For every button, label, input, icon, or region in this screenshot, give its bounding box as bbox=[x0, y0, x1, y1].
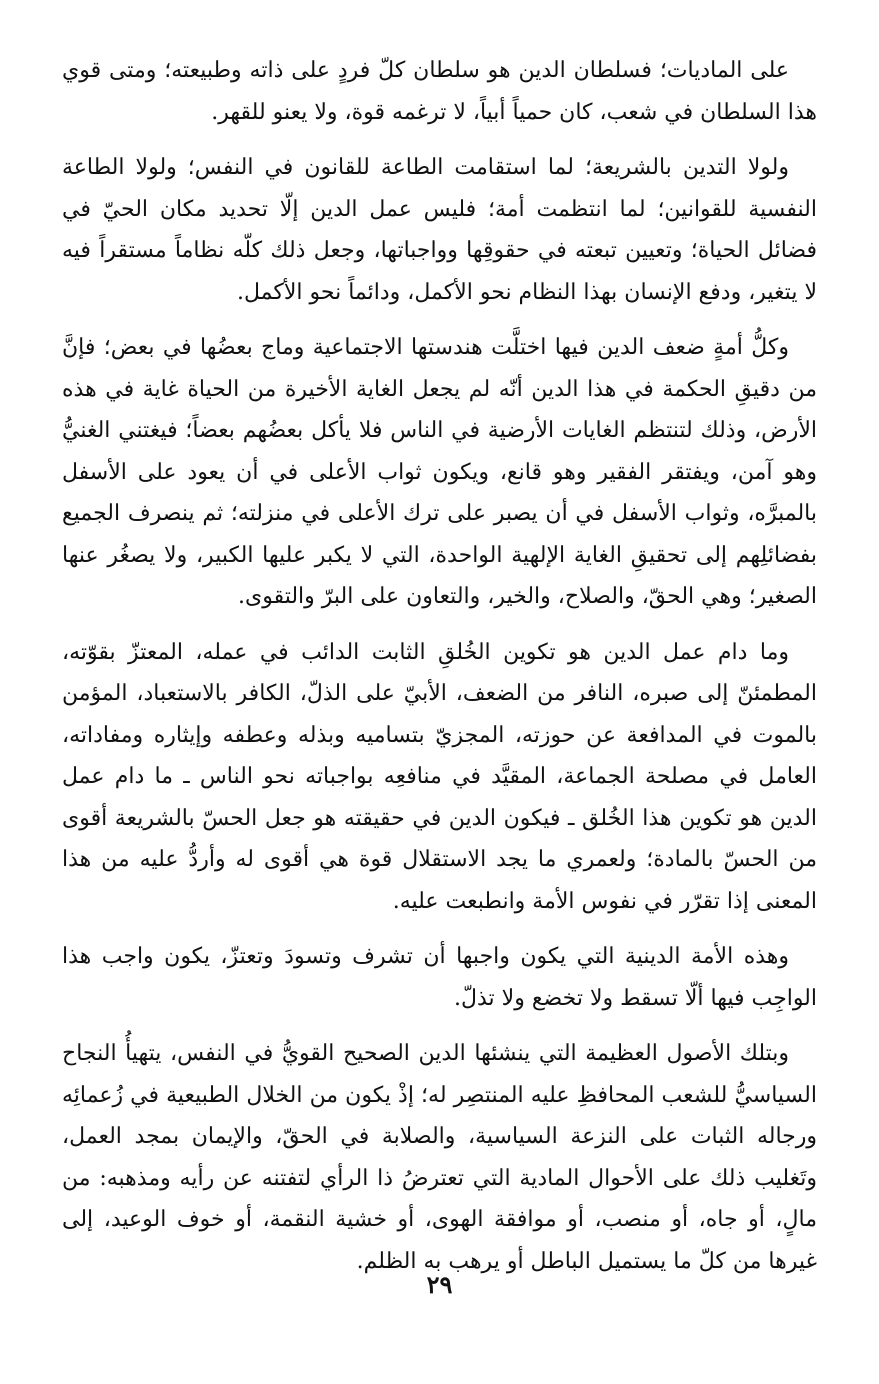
page-number: ٢٩ bbox=[426, 1270, 453, 1299]
paragraph: وبتلك الأصول العظيمة التي ينشئها الدين الصحيح القويُّ في النفس، يتهيأُ النجاح السياسيُّ للشعب المحافظِ عليه المنتصِر له؛ إذْ يكون من الخلال الطبيعية في زُعمائِه ورجاله الثبات على النزعة السياسية، والصلابة في الحقّ، والإيمان بمجد العمل، وتَغليب ذلك على الأحوال المادية التي تعترضُ ذا الرأي لتفتنه عن رأيه ومذهبه: من مالٍ، أو جاه، أو منصب، أو موافقة الهوى، أو خشية النقمة، أو خوف الوعيد، إلى غيرها من كلّ ما يستميل الباطل أو يرهب به الظلم. bbox=[62, 1041, 817, 1274]
paragraph: وكلُّ أمةٍ ضعف الدين فيها اختلَّت هندستها الاجتماعية وماج بعضُها في بعض؛ فإنَّ من دقيقِ الحكمة في هذا الدين أنّه لم يجعل الغاية الأخيرة من الحياة غاية في هذه الأرض، وذلك لتنتظم الغايات الأرضية في الناس فلا يأكل بعضُهم بعضاً؛ فيغتني الغنيُّ وهو آمن، ويفتقر الفقير وهو قانع، ويكون ثواب الأعلى في أن يعود على الأسفل بالمبرَّه، وثواب الأسفل في أن يصبر على ترك الأعلى في منزلته؛ ثم ينصرف الجميع بفضائلِهم إلى تحقيقِ الغاية الإلهية الواحدة، التي لا يكبر عليها الكبير، ولا يصغُر عنها الصغير؛ وهي الحقّ، والصلاح، والخير، والتعاون على البرّ والتقوى. bbox=[62, 335, 817, 609]
paragraph: على الماديات؛ فسلطان الدين هو سلطان كلّ فردٍ على ذاته وطبيعته؛ ومتى قوي هذا السلطان في شعب، كان حمياً أبياً، لا ترغمه قوة، ولا يعنو للقهر. bbox=[62, 58, 817, 125]
paragraph: وهذه الأمة الدينية التي يكون واجبها أن تشرف وتسودَ وتعتزّ، يكون واجب هذا الواجِب فيها ألّا تسقط ولا تخضع ولا تذلّ. bbox=[62, 944, 817, 1011]
paragraph: وما دام عمل الدين هو تكوين الخُلقِ الثابت الدائب في عمله، المعتزّ بقوّته، المطمئنّ إلى صبره، النافر من الضعف، الأبيّ على الذلّ، الكافر بالاستعباد، المؤمن بالموت في المدافعة عن حوزته، المجزيّ بتساميه وبذله وعطفه وإيثاره ومفاداته، العامل في مصلحة الجماعة، المقيَّد في منافعِه بواجباته نحو الناس ـ ما دام عمل الدين هو تكوين هذا الخُلق ـ فيكون الدين في حقيقته هو جعل الحسّ بالشريعة أقوى من الحسّ بالمادة؛ ولعمري ما يجد الاستقلال قوة هي أقوى له وأردُّ عليه من هذا المعنى إذا تقرّر في نفوس الأمة وانطبعت عليه. bbox=[62, 639, 817, 914]
paragraph: ولولا التدين بالشريعة؛ لما استقامت الطاعة للقانون في النفس؛ ولولا الطاعة النفسية للقوانين؛ لما انتظمت أمة؛ فليس عمل الدين إلّا تحديد مكان الحيّ في فضائل الحياة؛ وتعيين تبعته في حقوقِها وواجباتها، وجعل ذلك كلّه نظاماً مستقراً فيه لا يتغير، ودفع الإنسان بهذا النظام نحو الأكمل، ودائماً نحو الأكمل. bbox=[62, 155, 817, 305]
